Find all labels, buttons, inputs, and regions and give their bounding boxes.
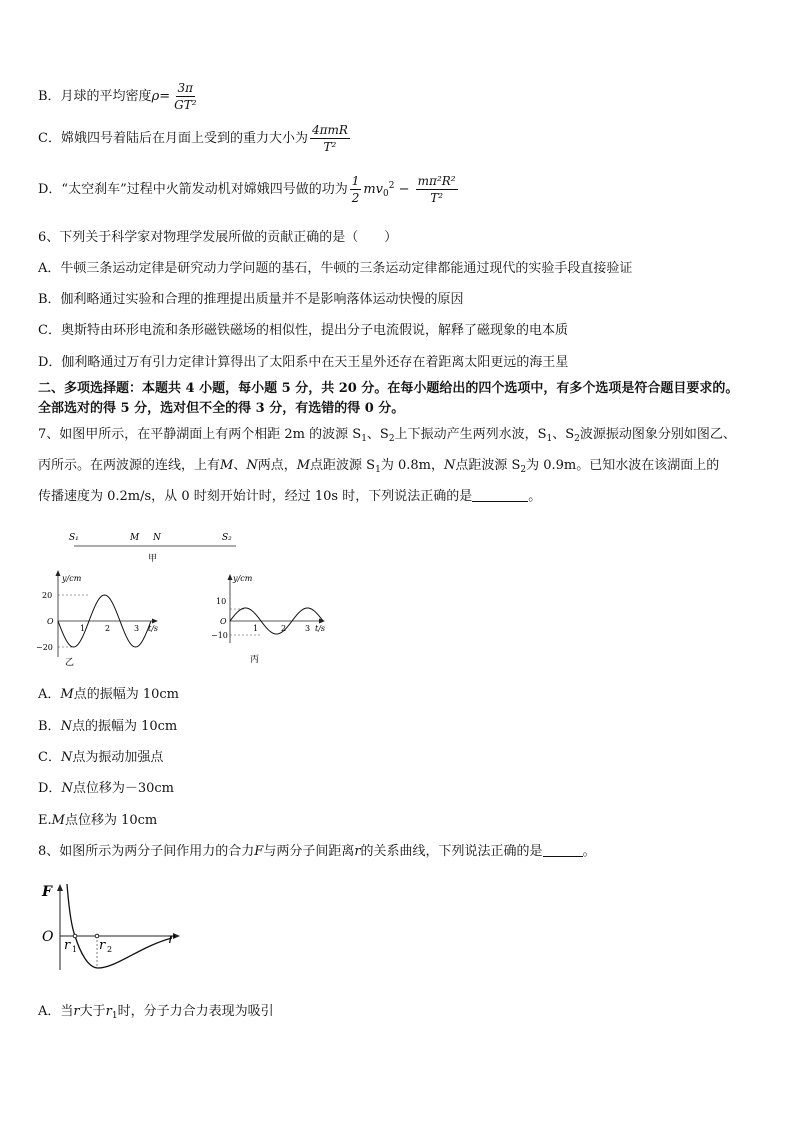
option-b — [38, 80, 201, 113]
r1-subscript: 1 — [72, 945, 78, 954]
option-d — [38, 173, 460, 206]
text: 点距波源 S — [455, 458, 521, 473]
q6-stem: 6、下列关于科学家对物理学发展所做的贡献正确的是（ ） — [38, 230, 398, 245]
rho-label: ρ= — [151, 89, 171, 104]
text: 、 — [233, 458, 247, 473]
text: 时，分子力合力表现为吸引 — [117, 1004, 274, 1019]
r1-label: r — [64, 938, 71, 953]
text: 7、如图甲所示，在平静湖面上有两个相距 2m 的波源 S — [38, 427, 362, 442]
answer-blank — [472, 489, 528, 502]
distance-symbol: r — [354, 844, 361, 859]
point-n: N — [60, 750, 73, 765]
r2-subscript: 2 — [107, 945, 113, 954]
text: 波源振动图象分别如图乙、 — [579, 427, 736, 442]
tick-20: 20 — [42, 591, 53, 600]
t-arrow — [152, 619, 158, 624]
origin: O — [47, 617, 54, 626]
fraction-denominator: 2 — [351, 191, 360, 205]
minus-sign: − — [394, 182, 414, 197]
r-label: r — [168, 931, 175, 947]
fraction-numerator: 1 — [351, 174, 360, 188]
option-b-text: B．月球的平均密度 — [38, 89, 152, 104]
fraction-numerator: 3π — [177, 81, 194, 95]
tick-1: 1 — [80, 624, 86, 633]
t-label: t/s — [315, 624, 326, 633]
label-s2: S₂ — [222, 533, 232, 543]
tick-3: 3 — [305, 624, 311, 633]
force-curve — [67, 884, 172, 968]
force-symbol: F — [254, 844, 264, 859]
label-m: M — [130, 533, 140, 543]
subscript: 1 — [375, 465, 381, 475]
option-d-text: D．“太空刹车”过程中火箭发动机对嫦娥四号做的功为 — [38, 182, 348, 197]
point-m: M — [51, 813, 65, 828]
f-label: F — [42, 884, 52, 900]
label-n: N — [153, 533, 161, 543]
text: 点距波源 S — [310, 458, 376, 473]
v-subscript: 0 — [383, 189, 389, 199]
origin-label: O — [42, 929, 54, 945]
q7-option-e — [38, 812, 157, 830]
label-s1: S₁ — [69, 533, 79, 543]
fraction-numerator: mπ²R² — [417, 174, 456, 188]
caption-jia: 甲 — [148, 554, 158, 564]
fraction-denominator: T² — [430, 191, 444, 205]
tick-3: 3 — [134, 624, 140, 633]
text: 。 — [582, 844, 596, 859]
y-label: y/cm — [233, 574, 253, 583]
q7-option-c — [38, 749, 163, 767]
answer-blank — [543, 844, 583, 857]
q8-stem — [38, 843, 596, 861]
f-arrow — [57, 884, 63, 891]
text: 丙所示。在两波源的连线，上有 — [38, 458, 221, 473]
fraction-denominator: T² — [323, 140, 337, 154]
section-2-line-1: 二、多项选择题：本题共 4 小题，每小题 5 分，共 20 分。在每小题给出的四个选项中，有多个选项是符合题目要求的。 — [38, 381, 739, 396]
text: 两点， — [257, 458, 297, 473]
work-fraction — [416, 173, 458, 206]
text: C． — [38, 750, 61, 765]
text: 为 0.9m。已知水波在该湖面上的 — [526, 458, 720, 473]
t-label: t/s — [148, 624, 159, 633]
tick-10: 10 — [216, 597, 227, 606]
graph-bing — [211, 574, 325, 665]
point-n: N — [443, 458, 456, 473]
fraction-numerator: 4πmR — [311, 123, 348, 137]
figure-7 — [30, 525, 350, 670]
text: 大于 — [79, 1004, 106, 1019]
text: 的关系曲线，下列说法正确的是 — [360, 844, 543, 859]
subscript: 2 — [574, 434, 580, 444]
tick-minus-10: −10 — [211, 631, 228, 640]
text: E. — [38, 813, 52, 828]
text: B． — [38, 719, 61, 734]
subscript: 1 — [546, 434, 553, 444]
text: 。 — [528, 489, 542, 504]
text: 8、如图所示为两分子间作用力的合力 — [38, 844, 255, 859]
point-n: N — [246, 458, 258, 473]
y-arrow — [56, 570, 61, 576]
q7-option-b — [38, 718, 177, 736]
r1-point — [73, 934, 77, 938]
caption-bing: 丙 — [250, 655, 260, 665]
text: 上下振动产生两列水波，S — [394, 427, 547, 442]
text: D． — [38, 781, 62, 796]
point-m: M — [220, 458, 234, 473]
text: 点为振动加强点 — [72, 750, 164, 765]
subscript: 1 — [361, 434, 367, 444]
r2-label: r — [99, 938, 106, 953]
subscript: 2 — [388, 434, 395, 444]
q7-option-d — [38, 780, 174, 798]
distance-symbol: r — [73, 1004, 80, 1019]
text: 点的振幅为 10cm — [73, 687, 179, 702]
point-n: N — [60, 719, 72, 734]
mv-term: mv — [363, 182, 384, 197]
origin: O — [220, 617, 227, 626]
text: 点位移为 10cm — [64, 813, 158, 828]
q6-option-c: C．奥斯特由环形电流和条形磁铁磁场的相似性，提出分子电流假说，解释了磁现象的电本质 — [38, 323, 568, 338]
text: A． — [38, 687, 61, 702]
tick-2: 2 — [281, 624, 287, 633]
figure-8 — [36, 880, 196, 980]
graph-yi — [36, 570, 158, 668]
point-m: M — [60, 687, 74, 702]
text: 点的振幅为 10cm — [71, 719, 178, 734]
q7-line-3 — [38, 488, 541, 506]
subscript: 1 — [111, 1011, 118, 1021]
text: 、S — [552, 427, 575, 442]
q7-line-1 — [38, 426, 736, 448]
q7-line-2 — [38, 457, 719, 479]
q6-option-b: B．伽利略通过实验和合理的推理提出质量并不是影响落体运动快慢的原因 — [38, 292, 464, 307]
option-c — [38, 122, 352, 155]
option-c-text: C．嫦娥四号着陆后在月面上受到的重力大小为 — [38, 131, 308, 146]
caption-yi: 乙 — [65, 658, 75, 668]
text: 、S — [366, 427, 389, 442]
text: 点位移为－30cm — [72, 781, 174, 796]
subscript: 2 — [520, 465, 527, 475]
q6-option-a: A．牛顿三条运动定律是研究动力学问题的基石，牛顿的三条运动定律都能通过现代的实验手段直接验证 — [38, 261, 633, 276]
y-label: y/cm — [62, 574, 82, 583]
q8-option-a — [38, 1003, 274, 1025]
y-arrow — [228, 574, 233, 580]
tick-1: 1 — [253, 624, 259, 633]
q6-option-d: D．伽利略通过万有引力定律计算得出了太阳系中在天王星外还存在着距离太阳更远的海王星 — [38, 355, 569, 370]
tick-minus-20: −20 — [36, 643, 53, 652]
point-m: M — [296, 458, 311, 473]
point-n: N — [61, 781, 73, 796]
density-fraction — [172, 80, 198, 113]
gravity-fraction — [310, 122, 350, 155]
text: 为 0.8m， — [380, 458, 444, 473]
r1-symbol: r — [105, 1004, 112, 1019]
text: A．当 — [38, 1004, 74, 1019]
v-superscript: 2 — [388, 181, 395, 191]
text: 传播速度为 0.2m/s，从 0 时刻开始计时，经过 10s 时，下列说法正确的是 — [38, 489, 473, 504]
tick-2: 2 — [105, 624, 111, 633]
fraction-denominator: GT² — [174, 98, 197, 112]
text: 与两分子间距离 — [263, 844, 355, 859]
section-2-line-2: 全部选对的得 5 分，选对但不全的得 3 分，有选错的得 0 分。 — [38, 401, 405, 416]
q7-option-a — [38, 686, 179, 704]
half-fraction — [350, 173, 362, 206]
